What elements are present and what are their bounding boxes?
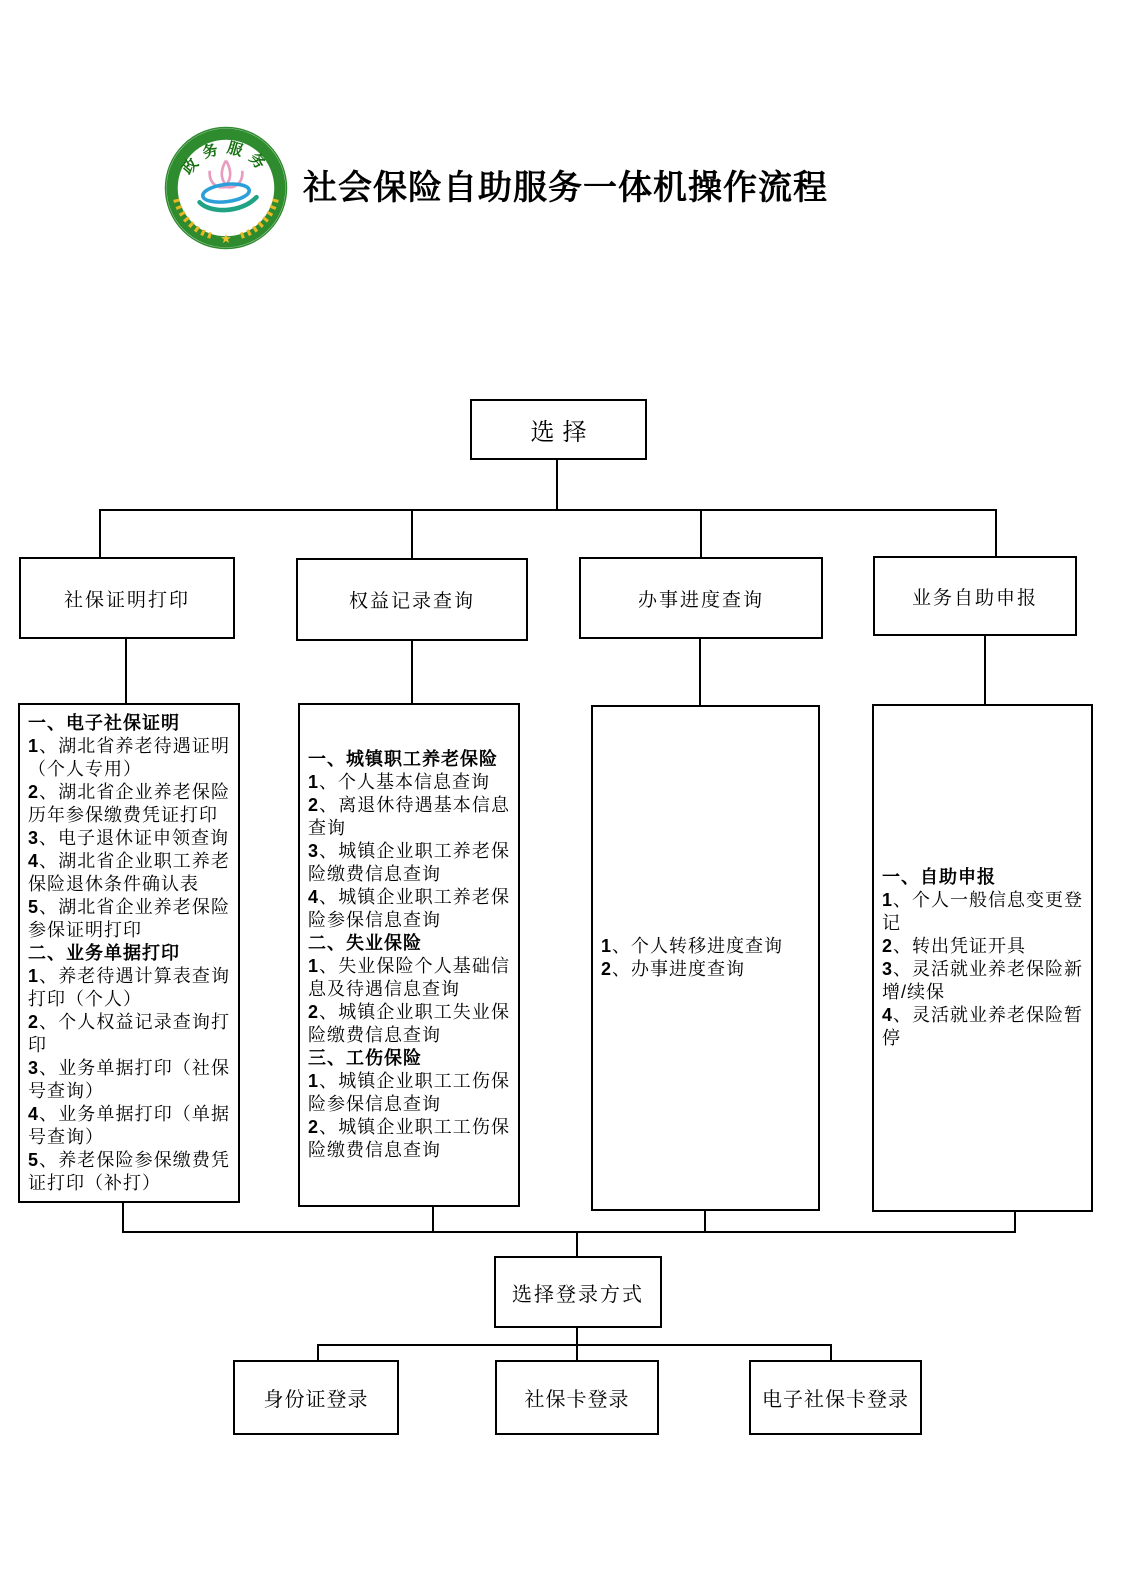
branch-detail-self-declaration [872, 704, 1093, 1212]
login-option-label: 电子社保卡登录 [762, 1389, 909, 1411]
branch-header-certificate-print [19, 557, 235, 639]
detail-item: 5、湖北省企业养老保险参保证明打印 [28, 896, 230, 940]
login-option-label: 身份证登录 [263, 1389, 369, 1411]
detail-item: 5、养老保险参保缴费凭证打印（补打） [28, 1149, 230, 1193]
detail-item: 二、业务单据打印 [28, 942, 180, 963]
detail-item: 2、离退休待遇基本信息查询 [308, 795, 510, 838]
connector-drop-login3 [830, 1344, 832, 1360]
branch-header-self-declaration [873, 556, 1077, 636]
detail-item: 1、养老待遇计算表查询打印（个人） [28, 965, 230, 1009]
connector-drop-branch1 [99, 509, 101, 557]
connector-header2-detail2 [411, 641, 413, 703]
detail-item: 4、城镇企业职工养老保险参保信息查询 [308, 887, 510, 930]
branch-header-label: 权益记录查询 [348, 591, 475, 612]
connector-detail1-converge [122, 1203, 124, 1233]
detail-item: 2、城镇企业职工失业保险缴费信息查询 [308, 1002, 510, 1045]
detail-item: 2、转出凭证开具 [882, 936, 1027, 956]
flow-node-select [470, 399, 647, 460]
connector-converge-line [122, 1231, 1016, 1233]
connector-root-stub [556, 460, 558, 510]
detail-item: 1、个人一般信息变更登记 [882, 890, 1084, 933]
branch-header-rights-record-query [296, 558, 528, 641]
detail-item: 2、湖北省企业养老保险历年参保缴费凭证打印 [28, 781, 230, 825]
logo-star-icon: ★ [220, 230, 232, 246]
logo-arc-text: 政务服务 [179, 139, 273, 178]
detail-item: 1、失业保险个人基础信息及待遇信息查询 [308, 956, 510, 999]
branch-header-label: 业务自助申报 [911, 587, 1038, 609]
connector-header4-detail4 [984, 636, 986, 704]
branch-detail-progress-query [591, 705, 820, 1211]
branch-header-label: 办事进度查询 [637, 589, 764, 611]
detail-item: 4、业务单据打印（单据号查询） [28, 1103, 230, 1147]
detail-item: 二、失业保险 [308, 933, 422, 953]
detail-item: 1、湖北省养老待遇证明（个人专用） [28, 735, 230, 779]
detail-item: 一、自助申报 [882, 867, 996, 887]
login-option-electronic-social-security-card [749, 1360, 922, 1435]
flow-node-login-method-select [494, 1256, 662, 1328]
connector-splitter-top [99, 509, 997, 511]
connector-splitter-login [317, 1344, 832, 1346]
detail-item: 3、电子退休证申领查询 [28, 827, 230, 848]
connector-drop-branch4 [995, 509, 997, 556]
connector-detail4-converge [1014, 1212, 1016, 1233]
connector-detail2-converge [432, 1207, 434, 1233]
connector-detail3-converge [704, 1211, 706, 1233]
login-option-social-security-card [495, 1360, 659, 1435]
detail-item: 4、灵活就业养老保险暂停 [882, 1005, 1084, 1048]
detail-item: 1、城镇企业职工工伤保险参保信息查询 [308, 1071, 510, 1114]
connector-drop-branch3 [700, 509, 702, 557]
connector-header1-detail1 [125, 639, 127, 703]
detail-item: 3、业务单据打印（社保号查询） [28, 1057, 230, 1101]
detail-item: 一、城镇职工养老保险 [308, 749, 498, 769]
login-option-label: 社保卡登录 [524, 1389, 630, 1411]
branch-header-label: 社保证明打印 [63, 589, 190, 611]
connector-drop-login1 [317, 1344, 319, 1360]
detail-item: 3、城镇企业职工养老保险缴费信息查询 [308, 841, 510, 884]
detail-item: 1、个人转移进度查询 [601, 936, 784, 956]
branch-detail-certificate-print [18, 703, 240, 1203]
detail-item: 2、个人权益记录查询打印 [28, 1011, 230, 1055]
gov-service-logo [164, 126, 288, 250]
login-method-select-label: 选择登录方式 [512, 1283, 644, 1306]
connector-header3-detail3 [699, 639, 701, 705]
detail-item: 三、工伤保险 [308, 1048, 422, 1068]
detail-item: 1、个人基本信息查询 [308, 772, 491, 792]
login-option-id-card [233, 1360, 399, 1435]
connector-drop-login2 [576, 1344, 578, 1360]
detail-item: 3、灵活就业养老保险新增/续保 [882, 959, 1084, 1002]
connector-drop-login-select [576, 1231, 578, 1256]
branch-detail-rights-record-query [298, 703, 520, 1207]
detail-item: 一、电子社保证明 [28, 712, 180, 733]
detail-item: 4、湖北省企业职工养老保险退休条件确认表 [28, 850, 230, 894]
detail-item: 2、办事进度查询 [601, 959, 746, 979]
branch-header-progress-query [579, 557, 823, 639]
connector-drop-branch2 [411, 509, 413, 558]
flow-node-select-label: 选择 [530, 419, 595, 446]
detail-item: 2、城镇企业职工工伤保险缴费信息查询 [308, 1117, 510, 1160]
page-title: 社会保险自助服务一体机操作流程 [303, 169, 828, 207]
